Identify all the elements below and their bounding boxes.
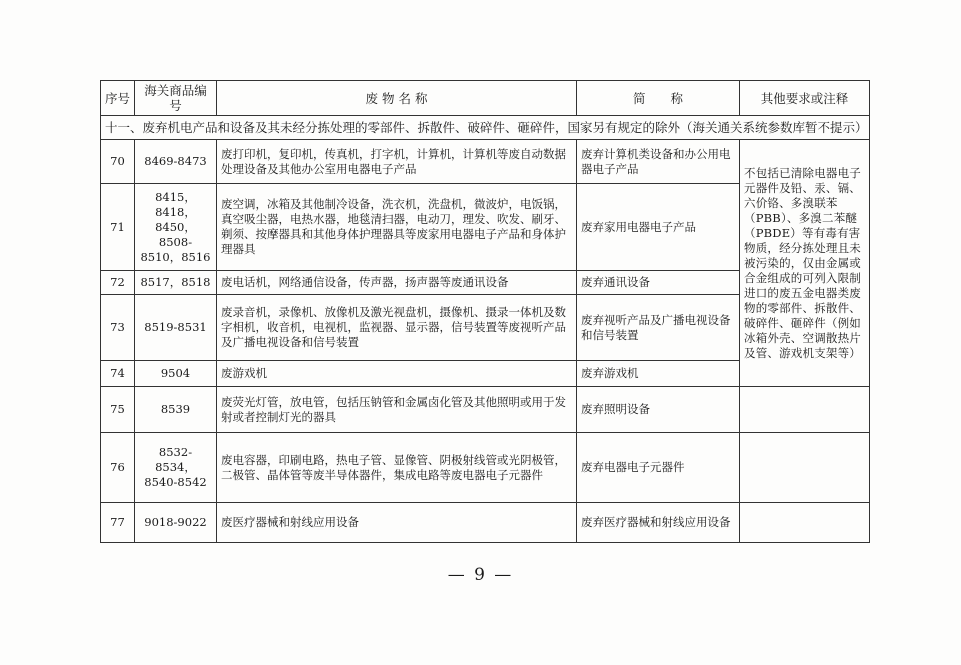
row-code: 8469-8473 (135, 140, 217, 184)
table-row (101, 140, 870, 184)
waste-catalog-table (100, 80, 870, 543)
header-note: 其他要求或注释 (740, 81, 870, 116)
row-note (740, 503, 870, 543)
row-abbr: 废弃医疗器械和射线应用设备 (577, 503, 740, 543)
row-abbr: 废弃电器电子元器件 (577, 433, 740, 503)
row-abbr: 废弃家用电器电子产品 (577, 184, 740, 271)
row-code: 9504 (135, 361, 217, 387)
row-index: 70 (101, 140, 135, 184)
table-row (101, 387, 870, 433)
row-index: 74 (101, 361, 135, 387)
row-index: 76 (101, 433, 135, 503)
table-header-row (101, 81, 870, 116)
row-name: 废空调，冰箱及其他制冷设备，洗衣机，洗盘机，微波炉，电饭锅，真空吸尘器，电热水器，地毯清扫器，电动刀，理发、吹发、刷牙、剃须、按摩器具和其他身体护理器具等废家用电器电子产品和身体护理器具 (217, 184, 577, 271)
row-name: 废游戏机 (217, 361, 577, 387)
section-row (101, 116, 870, 140)
row-code: 8517，8518 (135, 271, 217, 295)
row-index: 72 (101, 271, 135, 295)
row-note-merged: 不包括已清除电器电子元器件及铅、汞、镉、六价铬、多溴联苯（PBB）、多溴二苯醚（PBDE）等有毒有害物质，经分拣处理且未被污染的，仅由金属或合金组成的可列入限制进口的废五金电器类废物的零部件、拆散件、破碎件、砸碎件（例如冰箱外壳、空调散热片及管、游戏机支架等） (740, 140, 870, 387)
row-name: 废录音机，录像机、放像机及激光视盘机，摄像机、摄录一体机及数字相机，收音机，电视机，监视器、显示器，信号装置等废视听产品及广播电视设备和信号装置 (217, 295, 577, 361)
row-note (740, 387, 870, 433)
row-abbr: 废弃计算机类设备和办公用电器电子产品 (577, 140, 740, 184)
row-index: 71 (101, 184, 135, 271)
row-code: 8539 (135, 387, 217, 433)
row-abbr: 废弃通讯设备 (577, 271, 740, 295)
row-note (740, 433, 870, 503)
row-abbr: 废弃游戏机 (577, 361, 740, 387)
header-abbr: 简 称 (577, 81, 740, 116)
page-number: — 9 — (447, 565, 514, 585)
row-abbr: 废弃视听产品及广播电视设备和信号装置 (577, 295, 740, 361)
row-code: 8415，8418，8450，8508-8510，8516 (135, 184, 217, 271)
header-name: 废 物 名 称 (217, 81, 577, 116)
table-row (101, 433, 870, 503)
row-name: 废电话机，网络通信设备，传声器，扬声器等废通讯设备 (217, 271, 577, 295)
row-index: 73 (101, 295, 135, 361)
table-row (101, 503, 870, 543)
row-name: 废电容器，印刷电路，热电子管、显像管、阴极射线管或光阴极管，二极管、晶体管等废半导体器件，集成电路等废电器电子元器件 (217, 433, 577, 503)
row-name: 废荧光灯管，放电管，包括压钠管和金属卤化管及其他照明或用于发射或者控制灯光的器具 (217, 387, 577, 433)
section-title: 十一、废弃机电产品和设备及其未经分拣处理的零部件、拆散件、破碎件、砸碎件，国家另有规定的除外（海关通关系统参数库暂不提示） (101, 116, 870, 140)
row-code: 8532-8534，8540-8542 (135, 433, 217, 503)
header-index: 序号 (101, 81, 135, 116)
row-name: 废医疗器械和射线应用设备 (217, 503, 577, 543)
row-index: 75 (101, 387, 135, 433)
row-name: 废打印机，复印机，传真机，打字机，计算机，计算机等废自动数据处理设备及其他办公室用电器电子产品 (217, 140, 577, 184)
row-index: 77 (101, 503, 135, 543)
row-abbr: 废弃照明设备 (577, 387, 740, 433)
header-code: 海关商品编号 (135, 81, 217, 116)
row-code: 9018-9022 (135, 503, 217, 543)
row-code: 8519-8531 (135, 295, 217, 361)
